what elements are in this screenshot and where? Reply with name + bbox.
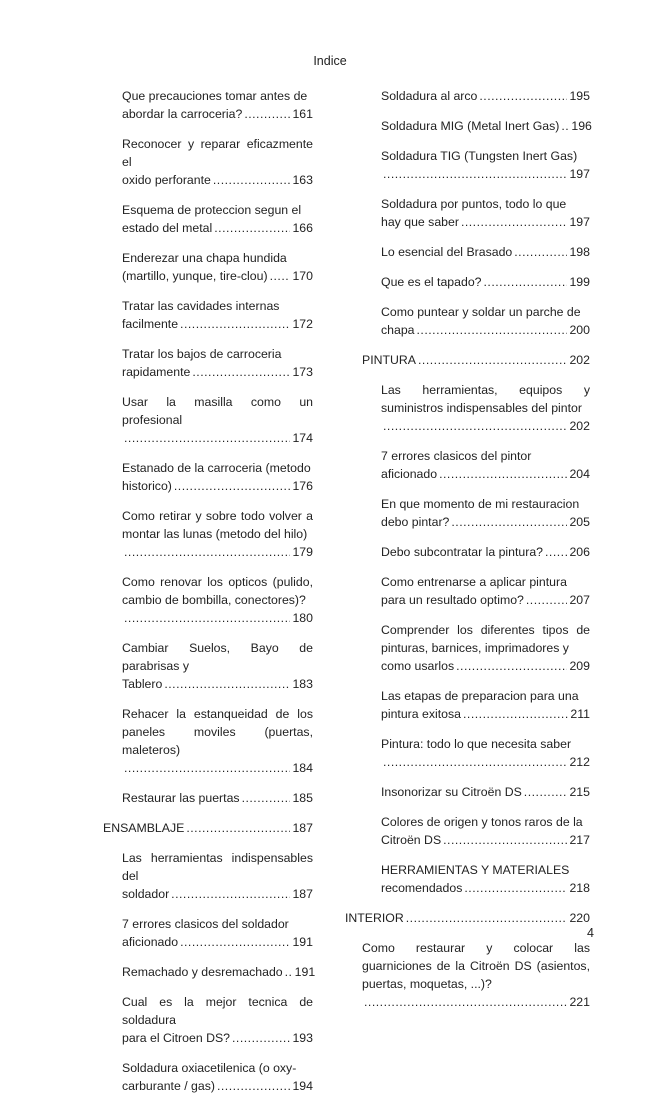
dot-leader bbox=[383, 753, 567, 771]
toc-entry-title: historico) bbox=[122, 479, 172, 493]
toc-entry-text: Como renovar los opticos (pulido, cambio de bombilla, conectores)? bbox=[122, 575, 313, 607]
toc-entry-line bbox=[103, 819, 313, 837]
toc-entry-line bbox=[381, 513, 590, 531]
toc-entry-page: 180 bbox=[292, 611, 313, 625]
toc-entry-page: 197 bbox=[569, 215, 590, 229]
toc-entry-page: 215 bbox=[569, 785, 590, 799]
dot-leader bbox=[417, 321, 568, 339]
toc-entry-page: 187 bbox=[292, 887, 313, 901]
toc-entry-line bbox=[381, 783, 590, 801]
dot-leader bbox=[479, 87, 567, 105]
dot-leader bbox=[180, 933, 290, 951]
toc-entry-text: Como restaurar y colocar las guarniciones de la Citroën DS (asientos, puertas, moquetas, ...)? bbox=[362, 941, 590, 991]
toc-entry-line bbox=[122, 315, 313, 333]
toc-entry bbox=[86, 345, 313, 381]
toc-entry-line bbox=[381, 243, 590, 261]
toc-entry-page: 161 bbox=[292, 107, 313, 121]
toc-entry-page: 194 bbox=[292, 1079, 313, 1093]
dot-leader bbox=[214, 219, 290, 237]
toc-entry-title: estado del metal bbox=[122, 221, 213, 235]
toc-entry-line bbox=[122, 1077, 313, 1095]
toc-entry-line bbox=[122, 1029, 313, 1047]
toc-entry-page: 184 bbox=[292, 761, 313, 775]
toc-entry-text: Tratar las cavidades internas bbox=[122, 299, 280, 313]
toc-entry bbox=[86, 789, 313, 807]
toc-entry-page: 204 bbox=[569, 467, 590, 481]
toc-entry-page: 212 bbox=[569, 755, 590, 769]
dot-leader bbox=[124, 543, 290, 561]
toc-entry-page: 166 bbox=[292, 221, 313, 235]
toc-entry-line bbox=[122, 477, 313, 495]
toc-entry bbox=[86, 819, 313, 837]
toc-entry-title: Tablero bbox=[122, 677, 163, 691]
toc-entry bbox=[345, 243, 590, 261]
toc-entry-text: Las herramientas indispensables del bbox=[122, 851, 313, 883]
toc-entry bbox=[345, 621, 590, 675]
toc-entry-line bbox=[381, 753, 590, 771]
toc-entry bbox=[345, 447, 590, 483]
toc-entry-text: Estanado de la carroceria (metodo bbox=[122, 461, 311, 475]
toc-entry-line bbox=[122, 933, 313, 951]
toc-entry-page: 207 bbox=[569, 593, 590, 607]
toc-entry bbox=[86, 705, 313, 777]
toc-entry-title: para el Citroen DS? bbox=[122, 1031, 230, 1045]
toc-entry bbox=[345, 117, 590, 135]
toc-entry bbox=[345, 909, 590, 927]
toc-entry-line bbox=[381, 879, 590, 897]
toc-entry-title: pintura exitosa bbox=[381, 707, 461, 721]
toc-entry-title: aficionado bbox=[122, 935, 179, 949]
toc-entry-page: 217 bbox=[569, 833, 590, 847]
toc-entry-text: Colores de origen y tonos raros de la bbox=[381, 815, 583, 829]
toc-entry-title: chapa bbox=[381, 323, 415, 337]
toc-entry-line bbox=[381, 591, 590, 609]
toc-entry bbox=[86, 915, 313, 951]
dot-leader bbox=[456, 657, 567, 675]
toc-entry-page: 172 bbox=[292, 317, 313, 331]
toc-entry-text: Esquema de proteccion segun el bbox=[122, 203, 302, 217]
dot-leader bbox=[514, 243, 567, 261]
dot-leader bbox=[217, 1077, 291, 1095]
toc-entry-line bbox=[362, 993, 590, 1011]
toc-entry-text: Cambiar Suelos, Bayo de parabrisas y bbox=[122, 641, 313, 673]
toc-entry-line bbox=[122, 429, 313, 447]
toc-entry bbox=[345, 861, 590, 897]
toc-entry-text: Enderezar una chapa hundida bbox=[122, 251, 287, 265]
toc-entry-page: 179 bbox=[292, 545, 313, 559]
toc-entry-title: aficionado bbox=[381, 467, 438, 481]
toc-entry-text: Pintura: todo lo que necesita saber bbox=[381, 737, 572, 751]
toc-entry bbox=[345, 687, 590, 723]
toc-entry-title: para un resultado optimo? bbox=[381, 593, 524, 607]
toc-entry-page: 195 bbox=[569, 89, 590, 103]
toc-entry-title: oxido perforante bbox=[122, 173, 211, 187]
dot-leader bbox=[484, 273, 568, 291]
toc-entry-page: 206 bbox=[569, 545, 590, 559]
toc-entry-page: 197 bbox=[569, 167, 590, 181]
toc-entry bbox=[86, 459, 313, 495]
toc-entry-text: 7 errores clasicos del pintor bbox=[381, 449, 532, 463]
toc-entry-text: Cual es la mejor tecnica de soldadura bbox=[122, 995, 313, 1027]
toc-entry-page: 205 bbox=[569, 515, 590, 529]
toc-entry-page: 211 bbox=[570, 707, 590, 721]
toc-entry bbox=[345, 495, 590, 531]
toc-column-right bbox=[345, 87, 590, 1023]
dot-leader bbox=[383, 165, 567, 183]
page-number: 4 bbox=[587, 926, 594, 940]
toc-entry-line bbox=[381, 273, 590, 291]
toc-entry bbox=[86, 963, 316, 981]
toc-entry-page: 209 bbox=[569, 659, 590, 673]
dot-leader bbox=[213, 171, 291, 189]
toc-entry-line bbox=[122, 543, 313, 561]
toc-entry bbox=[345, 303, 590, 339]
toc-entry-page: 187 bbox=[292, 821, 313, 835]
toc-entry bbox=[345, 813, 590, 849]
dot-leader bbox=[451, 513, 567, 531]
toc-entry-page: 220 bbox=[569, 911, 590, 925]
toc-entry-title: Debo subcontratar la pintura? bbox=[381, 545, 544, 559]
toc-entry-text: Tratar los bajos de carroceria bbox=[122, 347, 282, 361]
toc-entry-text: Reconocer y reparar eficazmente el bbox=[122, 137, 313, 169]
toc-entry-title: Soldadura al arco bbox=[381, 89, 478, 103]
toc-entry-title: abordar la carroceria? bbox=[122, 107, 243, 121]
toc-entry-line bbox=[345, 909, 590, 927]
dot-leader bbox=[545, 543, 567, 561]
toc-entry-text: Como puntear y soldar un parche de bbox=[381, 305, 581, 319]
toc-entry-line bbox=[122, 609, 313, 627]
toc-entry-line bbox=[362, 351, 590, 369]
toc-entry bbox=[86, 297, 313, 333]
toc-entry bbox=[86, 573, 313, 627]
toc-entry-page: 198 bbox=[569, 245, 590, 259]
toc-entry-line bbox=[122, 105, 313, 123]
dot-leader bbox=[270, 267, 291, 285]
toc-entry-title: recomendados bbox=[381, 881, 463, 895]
toc-entry-page: 176 bbox=[292, 479, 313, 493]
toc-entry-title: PINTURA bbox=[362, 353, 416, 367]
toc-entry bbox=[86, 639, 313, 693]
dot-leader bbox=[174, 477, 291, 495]
toc-entry-title: facilmente bbox=[122, 317, 179, 331]
toc-entry-text: HERRAMIENTAS Y MATERIALES bbox=[381, 863, 570, 877]
toc-entry-text: Usar la masilla como un profesional bbox=[122, 395, 313, 427]
toc-entry-line bbox=[122, 675, 313, 693]
toc-entry-line bbox=[381, 213, 590, 231]
toc-entry-title: carburante / gas) bbox=[122, 1079, 215, 1093]
toc-entry-line bbox=[122, 789, 313, 807]
toc-entry-page: 191 bbox=[292, 935, 313, 949]
toc-entry-text: Soldadura TIG (Tungsten Inert Gas) bbox=[381, 149, 578, 163]
toc-entry-line bbox=[122, 963, 316, 981]
toc-entry-line bbox=[381, 117, 590, 135]
toc-entry-page: 221 bbox=[569, 995, 590, 1009]
toc-entry-page: 200 bbox=[569, 323, 590, 337]
toc-entry bbox=[86, 507, 313, 561]
toc-entry-line bbox=[122, 171, 313, 189]
dot-leader bbox=[124, 759, 290, 777]
toc-entry-page: 218 bbox=[569, 881, 590, 895]
dot-leader bbox=[439, 465, 567, 483]
toc-entry-page: 193 bbox=[292, 1031, 313, 1045]
toc-entry-title: Insonorizar su Citroën DS bbox=[381, 785, 522, 799]
dot-leader bbox=[383, 417, 567, 435]
toc-entry-text: Rehacer la estanqueidad de los paneles moviles (puertas, maleteros) bbox=[122, 707, 313, 757]
dot-leader bbox=[180, 315, 290, 333]
toc-entry-text: Soldadura por puntos, todo lo que bbox=[381, 197, 567, 211]
toc-entry bbox=[345, 573, 590, 609]
toc-entry-text: Las etapas de preparacion para una bbox=[381, 689, 579, 703]
toc-entry-title: (martillo, yunque, tire-clou) bbox=[122, 269, 268, 283]
toc-entry-line bbox=[381, 543, 590, 561]
toc-entry bbox=[86, 1059, 313, 1095]
toc-entry bbox=[86, 135, 313, 189]
toc-entry-line bbox=[122, 363, 313, 381]
toc-entry bbox=[86, 849, 313, 903]
toc-entry-line bbox=[381, 831, 590, 849]
toc-entry bbox=[345, 87, 590, 105]
dot-leader bbox=[526, 591, 568, 609]
toc-entry bbox=[86, 993, 313, 1047]
dot-leader bbox=[285, 963, 293, 981]
toc-entry-text: Soldadura oxiacetilenica (o oxy- bbox=[122, 1061, 297, 1075]
dot-leader bbox=[124, 429, 290, 447]
toc-entry bbox=[86, 249, 313, 285]
toc-entry-title: soldador bbox=[122, 887, 170, 901]
dot-leader bbox=[364, 993, 567, 1011]
toc-entry-title: ENSAMBLAJE bbox=[103, 821, 185, 835]
toc-entry-line bbox=[381, 417, 590, 435]
toc-entry-page: 202 bbox=[569, 419, 590, 433]
toc-entry-title: Citroën DS bbox=[381, 833, 442, 847]
toc-entry bbox=[345, 543, 590, 561]
toc-entry-page: 202 bbox=[569, 353, 590, 367]
toc-entry-text: 7 errores clasicos del soldador bbox=[122, 917, 289, 931]
toc-column-left bbox=[86, 87, 316, 1107]
toc-entry bbox=[345, 273, 590, 291]
dot-leader bbox=[464, 879, 567, 897]
toc-entry bbox=[86, 201, 313, 237]
dot-leader bbox=[524, 783, 568, 801]
toc-entry-line bbox=[381, 465, 590, 483]
toc-entry-title: Remachado y desremachado bbox=[122, 965, 283, 979]
toc-entry-title: debo pintar? bbox=[381, 515, 450, 529]
toc-entry bbox=[86, 87, 313, 123]
dot-leader bbox=[192, 363, 290, 381]
toc-entry bbox=[86, 393, 313, 447]
toc-entry-line bbox=[381, 165, 590, 183]
toc-entry bbox=[345, 351, 590, 369]
toc-entry bbox=[345, 735, 590, 771]
toc-entry-title: Lo esencial del Brasado bbox=[381, 245, 513, 259]
dot-leader bbox=[406, 909, 568, 927]
dot-leader bbox=[418, 351, 567, 369]
toc-entry-title: Soldadura MIG (Metal Inert Gas) bbox=[381, 119, 560, 133]
dot-leader bbox=[443, 831, 567, 849]
toc-entry-page: 183 bbox=[292, 677, 313, 691]
toc-entry-page: 191 bbox=[294, 965, 316, 979]
dot-leader bbox=[461, 213, 568, 231]
toc-entry-line bbox=[381, 87, 590, 105]
toc-entry bbox=[345, 783, 590, 801]
toc-entry-text: Comprender los diferentes tipos de pinturas, barnices, imprimadores y bbox=[381, 623, 590, 655]
toc-entry-page: 185 bbox=[292, 791, 313, 805]
toc-entry-page: 173 bbox=[292, 365, 313, 379]
toc-entry-line bbox=[381, 705, 590, 723]
toc-entry-page: 196 bbox=[571, 119, 592, 133]
toc-entry-title: como usarlos bbox=[381, 659, 455, 673]
dot-leader bbox=[124, 609, 290, 627]
toc-entry-title: INTERIOR bbox=[345, 911, 404, 925]
toc-entry-text: Que precauciones tomar antes de bbox=[122, 89, 308, 103]
toc-entry bbox=[345, 381, 590, 435]
toc-entry bbox=[345, 195, 590, 231]
toc-entry-text: Como retirar y sobre todo volver a montar las lunas (metodo del hilo) bbox=[122, 509, 313, 541]
toc-entry-text: Las herramientas, equipos y suministros indispensables del pintor bbox=[381, 383, 590, 415]
toc-entry-line bbox=[122, 219, 313, 237]
page-title: Indice bbox=[313, 54, 347, 68]
toc-entry-page: 174 bbox=[292, 431, 313, 445]
dot-leader bbox=[242, 789, 291, 807]
dot-leader bbox=[561, 117, 569, 135]
toc-entry-line bbox=[122, 267, 313, 285]
dot-leader bbox=[186, 819, 290, 837]
toc-entry-title: hay que saber bbox=[381, 215, 459, 229]
toc-entry-page: 199 bbox=[569, 275, 590, 289]
toc-entry-text: Como entrenarse a aplicar pintura bbox=[381, 575, 567, 589]
toc-entry bbox=[345, 939, 590, 1011]
dot-leader bbox=[463, 705, 568, 723]
dot-leader bbox=[164, 675, 290, 693]
toc-entry-line bbox=[122, 759, 313, 777]
dot-leader bbox=[171, 885, 290, 903]
toc-entry-title: Que es el tapado? bbox=[381, 275, 482, 289]
toc-entry-line bbox=[381, 657, 590, 675]
toc-entry-page: 170 bbox=[292, 269, 313, 283]
toc-entry-title: Restaurar las puertas bbox=[122, 791, 240, 805]
toc-entry-line bbox=[122, 885, 313, 903]
toc-entry-page: 163 bbox=[292, 173, 313, 187]
toc-entry bbox=[345, 147, 590, 183]
dot-leader bbox=[244, 105, 290, 123]
dot-leader bbox=[232, 1029, 290, 1047]
toc-entry-title: rapidamente bbox=[122, 365, 191, 379]
toc-entry-line bbox=[381, 321, 590, 339]
toc-entry-text: En que momento de mi restauracion bbox=[381, 497, 580, 511]
